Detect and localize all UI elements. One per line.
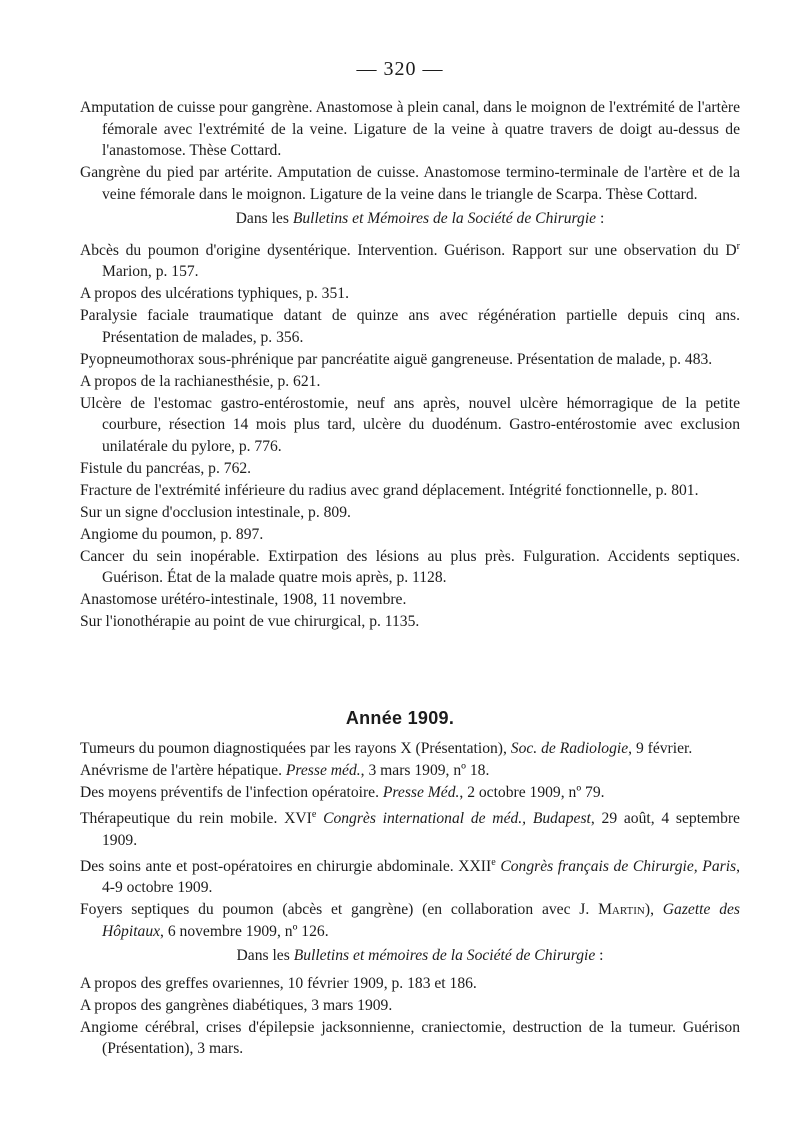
entry-text: A propos des ulcérations typhiques, p. 351. [80,285,349,303]
section-1909 [80,738,740,1060]
entry-text: Fistule du pancréas, p. 762. [80,459,252,477]
subheading-suffix: : [595,947,604,965]
bibliography-entry [80,393,740,458]
section-1908 [80,97,740,633]
bibliography-entry [80,995,740,1017]
bibliography-entry [80,458,740,480]
entry-italic-text: Gazette des Hôpitaux [102,901,740,940]
subheading-suffix: : [596,210,605,227]
subheading-prefix: Dans les [236,947,294,965]
bibliography-entry [80,305,740,348]
entries-top [80,97,740,205]
entry-italic-text: Congrès international de méd., Budapest [323,810,591,828]
entries-bulletins-1909 [80,973,740,1060]
bulletins-subheading-1908 [80,208,740,230]
bibliography-entry [80,899,740,942]
bibliography-entry [80,1017,740,1060]
bibliography-entry [80,760,740,782]
bibliography-entry [80,97,740,162]
entry-italic-text: Presse Méd. [382,784,460,801]
bibliography-entry [80,611,740,633]
entry-text: , 6 novembre 1909, nº 126. [160,922,329,940]
subheading-prefix: Dans les [235,210,293,227]
entry-text: ), [644,901,663,919]
entry-text: Martin [598,901,645,919]
bulletins-subheading-1909 [80,945,740,967]
bibliography-entry [80,524,740,546]
bibliography-entry [80,349,740,371]
entry-text: Sur un signe d'occlusion intestinale, p. 809. [80,503,351,521]
entry-text: Amputation de cuisse pour gangrène. Anastomose à plein canal, dans le moignon de l'extrémité de l'artère fémorale avec l'extrémité de la veine. Ligature de la veine à quatre travers de doigt au-dessus de l'anastomose. Thèse Cottard. [80,99,740,159]
entry-text: , 3 mars 1909, nº 18. [360,762,490,779]
entry-italic-text: Soc. de Radiologie [510,740,629,757]
entry-text: Paralysie faciale traumatique datant de quinze ans avec régénération partielle depuis cinq ans. Présentation de malades, p. 356. [80,307,740,346]
entry-text: Marion, p. 157. [102,263,199,281]
bibliography-entry [80,852,740,899]
entry-text: , 4-9 octobre 1909. [102,857,741,897]
bibliography-entry [80,162,740,205]
page-number: — 320 — [356,58,444,80]
entry-text: Angiome cérébral, crises d'épilepsie jacksonnienne, craniectomie, destruction de la tumeur. Guérison (Présentation), 3 mars. [80,1018,740,1058]
bibliography-entry [80,236,740,283]
entry-text: Foyers septiques du poumon (abcès et gangrène) (en collaboration avec J. [80,901,599,919]
entry-italic-text: Presse méd. [285,762,361,779]
entry-text: , 29 août, 4 septembre 1909. [102,810,740,849]
entry-text: Angiome du poumon, p. 897. [80,525,264,543]
subheading-title: Bulletins et Mémoires de la Société de Chirurgie [292,210,597,227]
entry-text: Des moyens préventifs de l'infection opératoire. [80,784,383,801]
entry-italic-text: Congrès français de Chirurgie, Paris [500,857,737,875]
entry-superscript: r [736,240,740,252]
bibliography-entry [80,371,740,393]
bibliography-entry [80,738,740,760]
year-heading-1909: Année 1909. [345,708,455,728]
entry-text: A propos des gangrènes diabétiques, 3 mars 1909. [80,996,393,1014]
bibliography-entry [80,480,740,502]
subheading-title: Bulletins et mémoires de la Société de Chirurgie [293,947,596,965]
entry-superscript: e [311,809,317,820]
entry-text: Gangrène du pied par artérite. Amputation de cuisse. Anastomose termino-terminale de l'artère et de la veine fémorale dans le moignon. Ligature de la veine dans le triangle de Scarpa. Thèse Cottard. [80,164,740,203]
entry-text: , 2 octobre 1909, nº 79. [459,784,605,801]
bibliography-entry [80,283,740,305]
bibliography-entry [80,973,740,995]
entry-text: Anévrisme de l'artère hépatique. [80,762,286,779]
bibliography-entry [80,782,740,804]
entries-bulletins-1908 [80,236,740,633]
entry-text: Sur l'ionothérapie au point de vue chirurgical, p. 1135. [80,613,420,631]
bibliography-entry [80,502,740,524]
entry-text: Des soins ante et post-opératoires en chirurgie abdominale. XXII [80,857,492,875]
entry-text: Abcès du poumon d'origine dysentérique. Intervention. Guérison. Rapport sur une observation du D [80,241,737,259]
entry-text: A propos de la rachianesthésie, p. 621. [80,372,321,390]
entry-text: Ulcère de l'estomac gastro-entérostomie, neuf ans après, nouvel ulcère hémorragique de la petite courbure, résection 14 mois plus tard, ulcère du duodénum. Gastro-entérostomie avec exclusion unilatérale du pylore, p. 776. [80,394,740,455]
bibliography-entry [80,589,740,611]
entry-text: A propos des greffes ovariennes, 10 février 1909, p. 183 et 186. [80,974,477,992]
entry-text: Fracture de l'extrémité inférieure du radius avec grand déplacement. Intégrité fonctionnelle, p. 801. [80,481,699,499]
bibliography-entry [80,546,740,589]
entry-text: Pyopneumothorax sous-phrénique par pancréatite aiguë gangreneuse. Présentation de malade, p. 483. [80,350,713,368]
bibliography-entry [80,804,740,851]
entry-text: Thérapeutique du rein mobile. XVI [80,810,312,828]
entry-superscript: e [491,856,496,868]
entry-text: Tumeurs du poumon diagnostiquées par les rayons X (Présentation), [80,740,511,757]
entry-text: , 9 février. [628,740,693,757]
entry-text: Cancer du sein inopérable. Extirpation des lésions au plus près. Fulguration. Accidents septiques. Guérison. État de la malade quatre mois après, p. 1128. [80,547,740,587]
entries-1909 [80,738,740,942]
entry-text: Anastomose urétéro-intestinale, 1908, 11 novembre. [80,591,407,609]
